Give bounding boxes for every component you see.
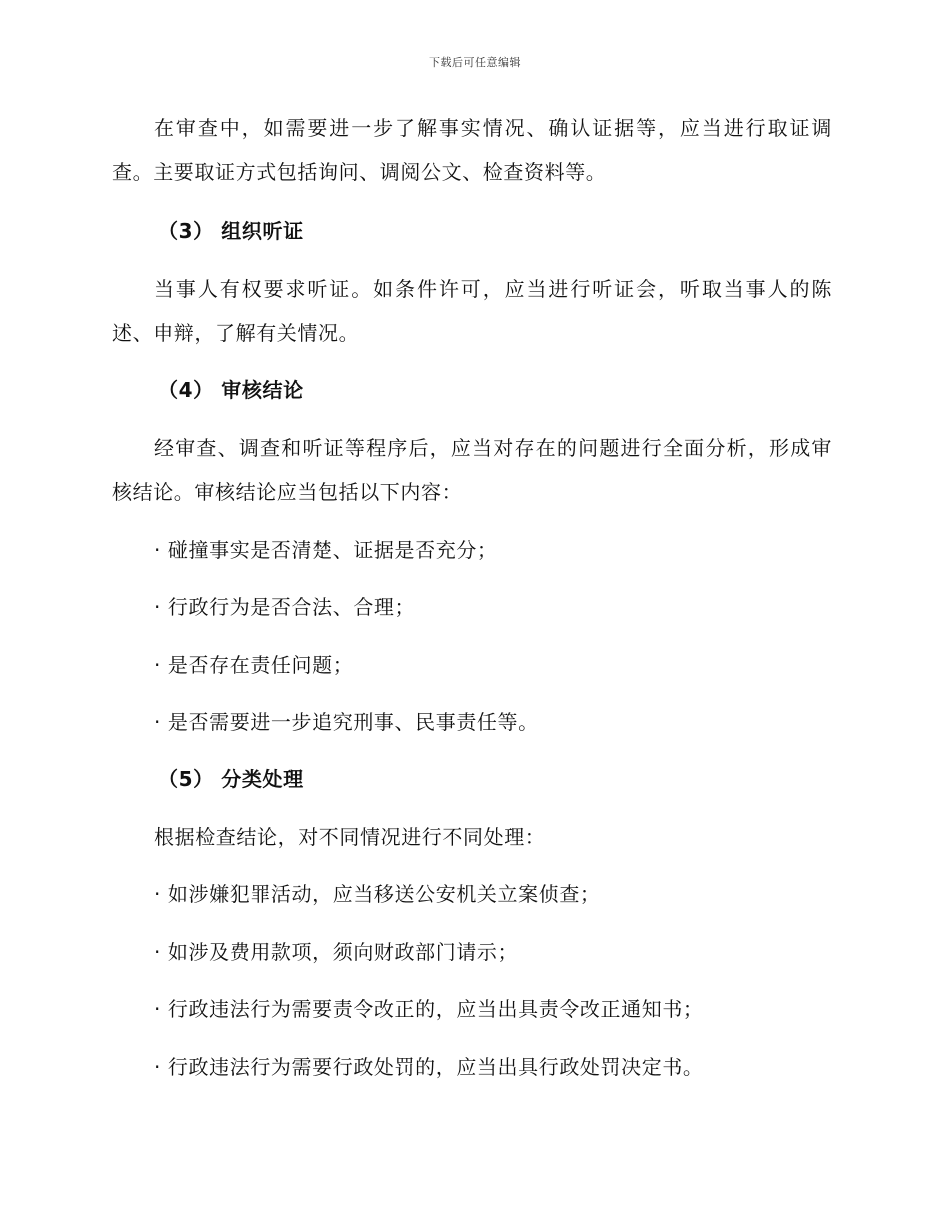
- page-header: 下载后可任意编辑: [429, 56, 521, 69]
- heading-hearing: （3） 组织听证: [158, 219, 304, 243]
- list-item: · 碰撞事实是否清楚、证据是否充分；: [154, 538, 498, 562]
- heading-conclusion: （4） 审核结论: [158, 378, 304, 402]
- list-item: · 如涉嫌犯罪活动，应当移送公安机关立案侦查；: [154, 882, 601, 906]
- paragraph-classification: 根据检查结论，对不同情况进行不同处理：: [154, 825, 546, 849]
- paragraph-conclusion: 经审查、调查和听证等程序后，应当对存在的问题进行全面分析，形成审核结论。审核结论应当包括以下内容：: [112, 436, 832, 504]
- paragraph-hearing: 当事人有权要求听证。如条件许可，应当进行听证会，听取当事人的陈述、申辩，了解有关情况。: [112, 277, 832, 345]
- list-item: · 如涉及费用款项，须向财政部门请示；: [154, 940, 519, 964]
- list-item: · 是否需要进一步追究刑事、民事责任等。: [154, 710, 539, 734]
- list-item: · 行政违法行为需要责令改正的，应当出具责令改正通知书；: [154, 997, 704, 1021]
- paragraph-evidence: 在审查中，如需要进一步了解事实情况、确认证据等，应当进行取证调查。主要取证方式包括询问、调阅公文、检查资料等。: [112, 116, 832, 184]
- heading-classification: （5） 分类处理: [158, 767, 304, 791]
- list-item: · 是否存在责任问题；: [154, 653, 354, 677]
- list-item: · 行政行为是否合法、合理；: [154, 595, 416, 619]
- list-item: · 行政违法行为需要行政处罚的，应当出具行政处罚决定书。: [154, 1055, 704, 1079]
